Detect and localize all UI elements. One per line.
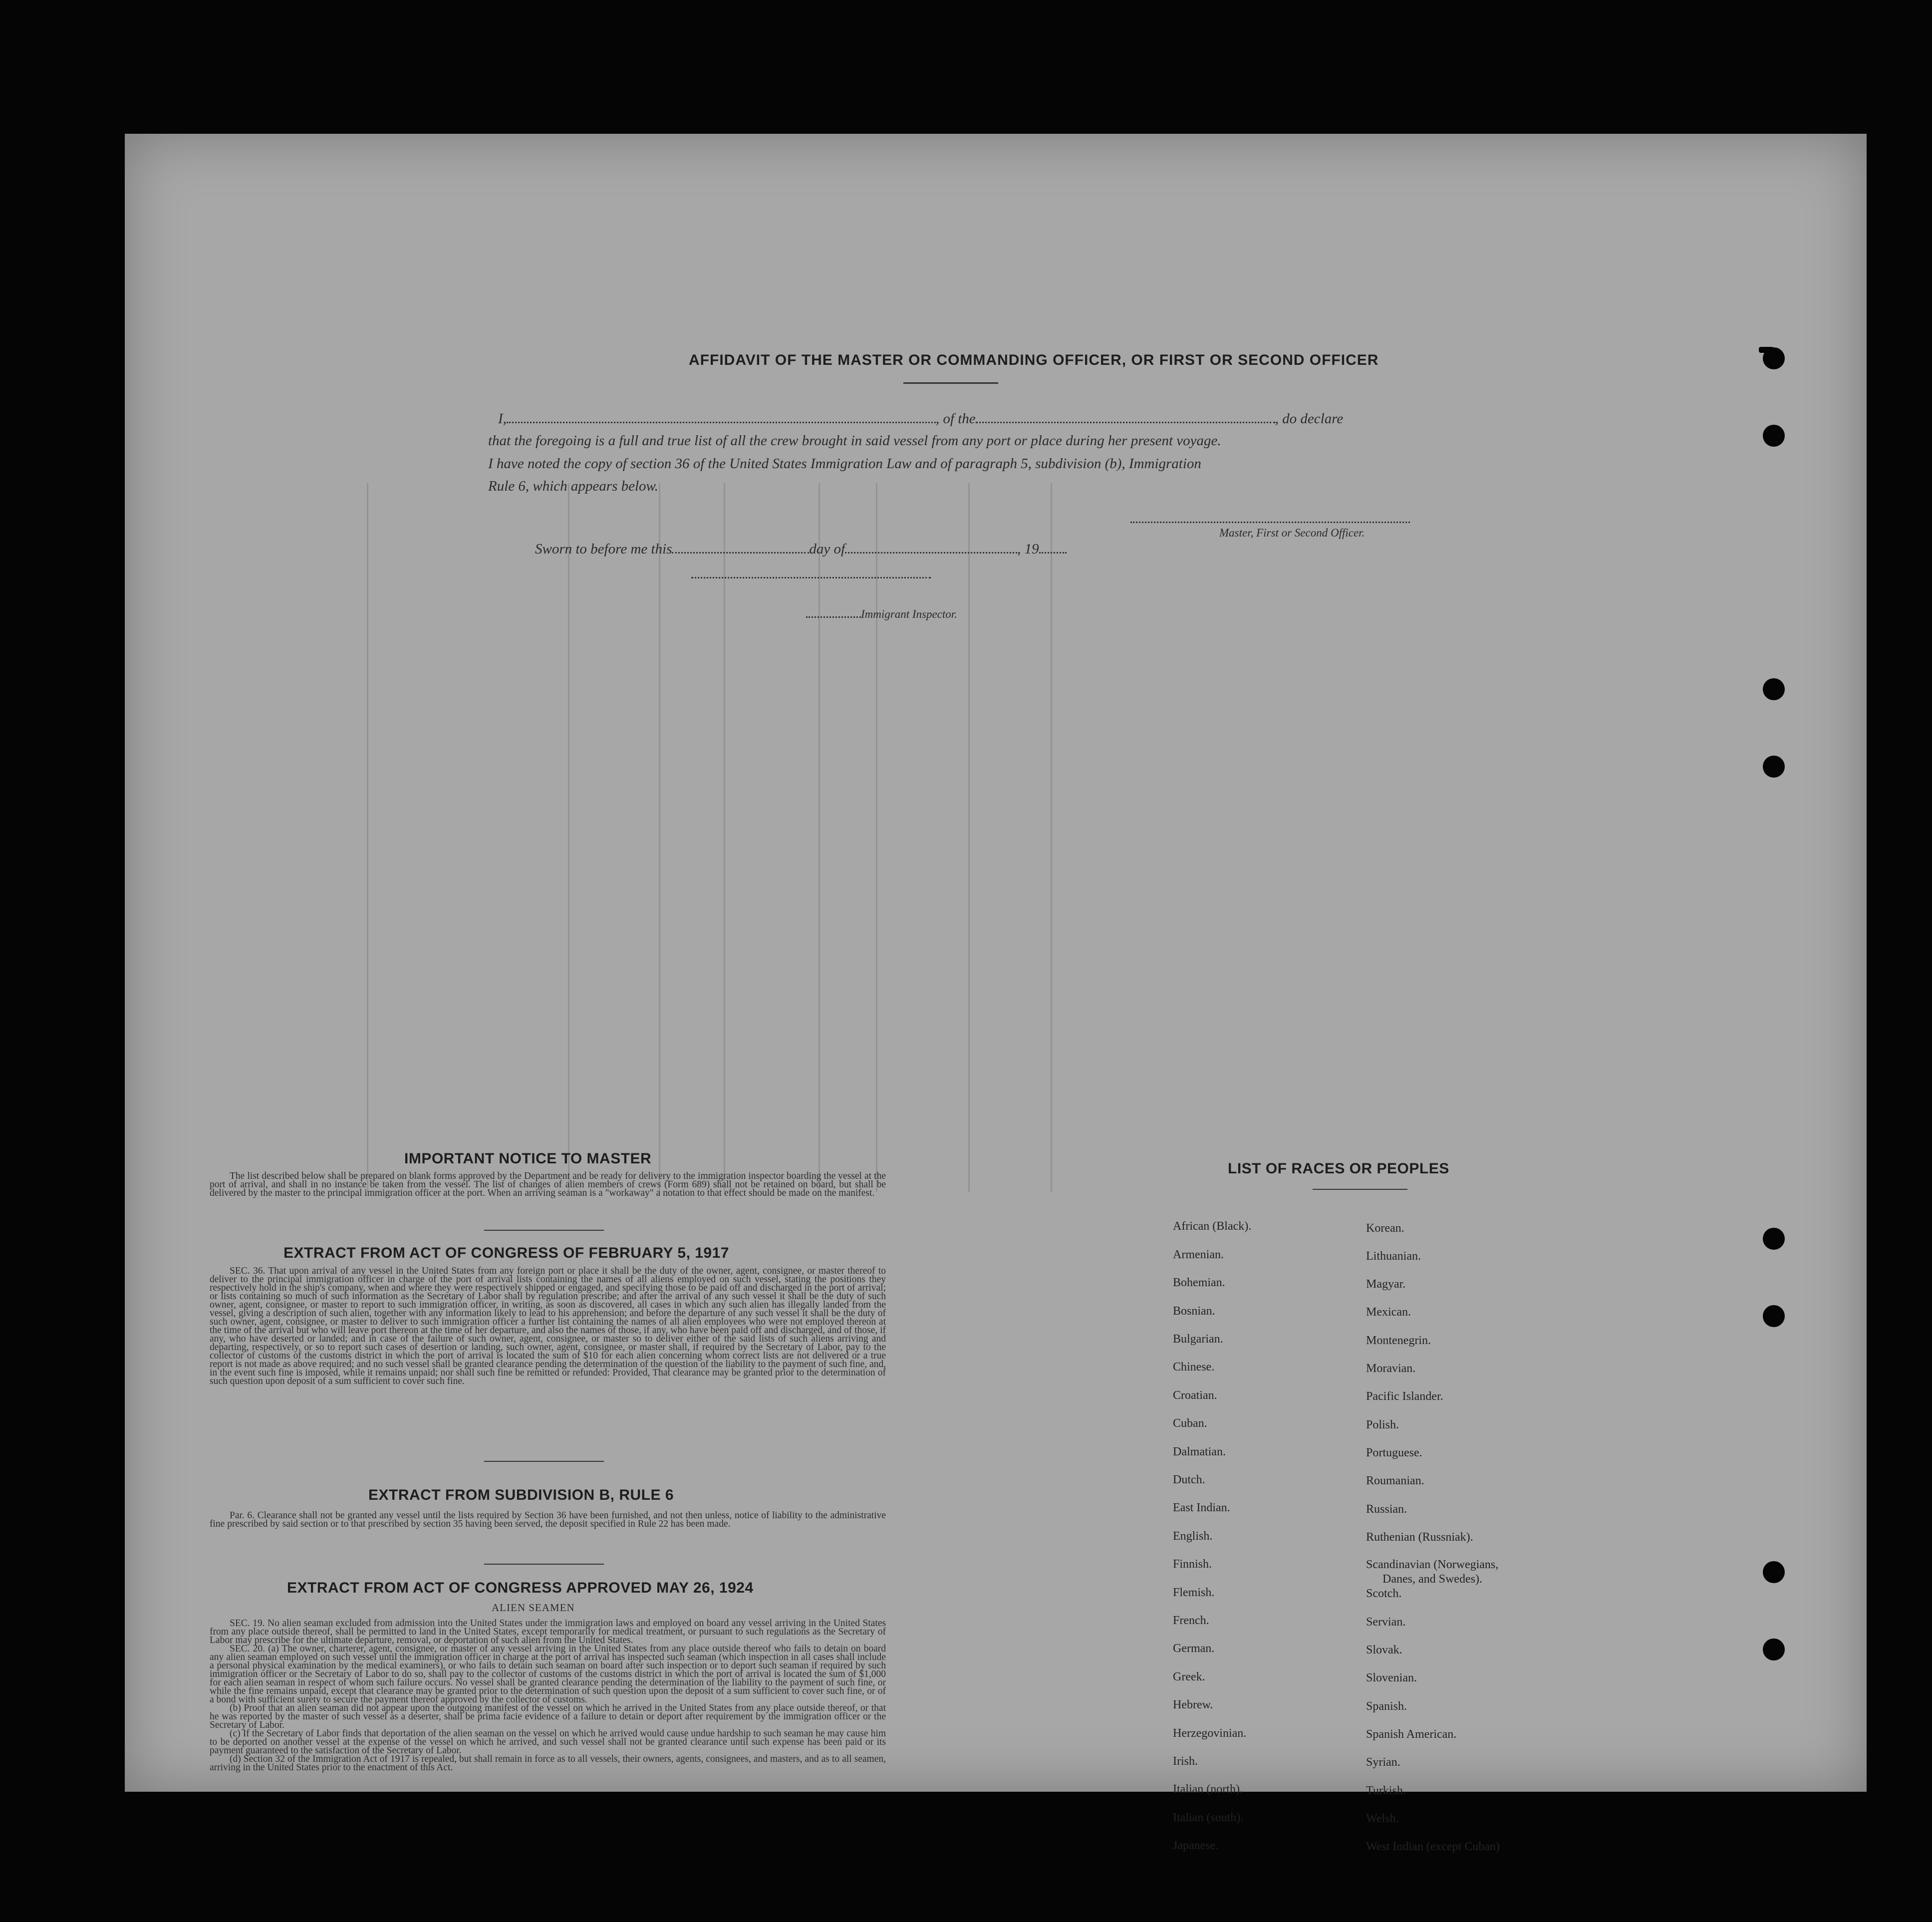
race-left-item: Irish. — [1173, 1755, 1198, 1768]
affidavit-line-2: that the foregoing is a full and true list of all the crew brought in said vessel from any port or place during her present voyage. — [488, 433, 1221, 449]
races-title-underline — [1313, 1189, 1407, 1190]
extract-1917-text — [210, 1267, 886, 1385]
punch-hole — [1763, 425, 1785, 447]
race-right-item: Russian. — [1366, 1503, 1407, 1516]
extract-1924-subtitle: ALIEN SEAMEN — [492, 1602, 575, 1614]
race-right-item: Scandinavian (Norwegians, — [1366, 1558, 1499, 1571]
sworn-month-blank[interactable] — [845, 549, 1017, 553]
extract-rule6-text — [210, 1511, 886, 1528]
race-left-item: Flemish. — [1173, 1586, 1215, 1599]
inspector-label-text: Immigrant Inspector. — [861, 608, 957, 620]
extract-rule6-paragraph: Par. 6. Clearance shall not be granted any vessel until the lists required by Section 36 have been furnished, and not then unless, notice of liability to the administrative fine prescribed by said section or to that prescribed by section 35 having been served, the deposit specified in Rule 22 has been made. — [210, 1510, 886, 1529]
race-left-item: Dutch. — [1173, 1473, 1205, 1486]
race-left-item: Finnish. — [1173, 1558, 1212, 1571]
vessel-blank[interactable] — [976, 419, 1275, 423]
race-right-item: Pacific Islander. — [1366, 1390, 1443, 1403]
race-left-item: Hebrew. — [1173, 1698, 1213, 1711]
master-signature-line[interactable] — [1130, 522, 1410, 523]
sworn-day-blank[interactable] — [672, 549, 809, 553]
race-left-item: Croatian. — [1173, 1389, 1217, 1402]
extract-1924-text — [210, 1619, 886, 1772]
affidavit-of-the: , of the — [935, 411, 976, 427]
race-right-item: Montenegrin. — [1366, 1334, 1431, 1347]
race-left-item: Japanese. — [1173, 1839, 1219, 1852]
extract-1924-title: EXTRACT FROM ACT OF CONGRESS APPROVED MAY 26, 1924 — [287, 1580, 754, 1596]
affidavit-line-1 — [498, 411, 1343, 427]
race-left-item: Italian (north). — [1173, 1783, 1243, 1796]
sec20c-paragraph: (c) If the Secretary of Labor finds that deportation of the alien seaman on the vessel on which he arrived would cause undue hardship to such seaman he may cause him to be deported on another vessel at the expense of the vessel on which he arrived, and such vessel shall not be granted clearance until such expense has been paid or its payment guaranteed to the satisfaction of the Secretary of Labor. — [210, 1728, 886, 1756]
race-right-item: Korean. — [1366, 1222, 1404, 1235]
race-left-item: East Indian. — [1173, 1501, 1230, 1514]
notice-title: IMPORTANT NOTICE TO MASTER — [404, 1150, 652, 1167]
bleed-through-column — [659, 483, 660, 1192]
race-left-item: African (Black). — [1173, 1220, 1252, 1233]
sworn-line — [535, 541, 1067, 557]
race-right-item: Spanish. — [1366, 1700, 1407, 1713]
race-right-item: Turkish. — [1366, 1784, 1406, 1797]
race-left-item: Bulgarian. — [1173, 1333, 1223, 1346]
race-left-item: Cuban. — [1173, 1417, 1207, 1430]
race-left-item: German. — [1173, 1642, 1215, 1655]
divider — [484, 1564, 604, 1565]
race-left-item: Bohemian. — [1173, 1276, 1225, 1289]
race-right-item: Danes, and Swedes). — [1382, 1573, 1482, 1586]
race-right-item: Lithuanian. — [1366, 1250, 1421, 1263]
race-right-item: Servian. — [1366, 1616, 1406, 1629]
extract-1917-paragraph: SEC. 36. That upon arrival of any vessel in the United States from any foreign port or place it shall be the duty of the owner, agent, consignee, or master thereof to deliver to the principal immigration officer in charge of the port of arrival lists containing the names of all aliens employed on such vessel, stating the positions they respectively hold in the ship's company, when and where they were respectively shipped or engaged, and specifying those to be paid off and discharged in the port of arrival; or lists containing so much of such information as the Secretary of Labor shall by regulation prescribe; and after the arrival of any such vessel it shall be the duty of such owner, agent, consignee, or master to report to such immigration officer, in writing, as soon as discovered, all cases in which any such alien has illegally landed from the vessel, giving a description of such alien, together with any information likely to lead to his apprehension; and before the departure of any such vessel it shall be the duty of such owner, agent, consignee, or master to deliver to such immigration officer a further list containing the names of all alien employees who were not employed thereon at the time of the arrival but who will leave port thereon at the time of her departure, and also the names of those, if any, who have been paid off and discharged, and of those, if any, who have deserted or landed; and in case of the failure of such owner, agent, consignee, or master so to deliver either of the said lists of such aliens arriving and departing, respectively, or so to report such cases of desertion or landing, such owner, agent, consignee, or master shall, if required by the Secretary of Labor, pay to the collector of customs of the customs district in which the port of arrival is located the sum of $10 for each alien concerning whom correct lists are not delivered or a true report is not made as above required; and no such vessel shall be granted clearance pending the determination of the question of the liability to the payment of such fine, and, in the event such fine is imposed, while it remains unpaid; nor shall such fine be remitted or refunded: Provided, That clearance may be granted prior to the determination of such question upon deposit of a sum sufficient to cover such fine. — [210, 1266, 886, 1386]
race-right-item: Moravian. — [1366, 1362, 1416, 1375]
form-page — [125, 134, 1867, 1853]
sworn-prefix: Sworn to before me this — [535, 541, 672, 557]
master-signature-label: Master, First or Second Officer. — [1219, 527, 1365, 539]
punch-hole — [1763, 1305, 1785, 1327]
sec19-paragraph: SEC. 19. No alien seaman excluded from admission into the United States under the immigration laws and employed on board any vessel arriving in the United States from any place outside thereof, shall be permitted to land in the United States, except temporarily for medical treatment, or pursuant to such regulations as the Secretary of Labor may prescribe for the ultimate departure, removal, or deportation of such alien from the United States. — [210, 1618, 886, 1646]
divider — [484, 1461, 604, 1462]
race-left-item: Armenian. — [1173, 1248, 1224, 1261]
race-right-item: Welsh. — [1366, 1812, 1399, 1825]
extract-rule6-title: EXTRACT FROM SUBDIVISION B, RULE 6 — [368, 1487, 674, 1503]
title-underline — [903, 382, 998, 384]
race-left-item: Greek. — [1173, 1670, 1205, 1683]
bleed-through-column — [724, 483, 725, 1192]
sworn-year: , 19 — [1017, 541, 1039, 557]
affidavit-title: AFFIDAVIT OF THE MASTER OR COMMANDING OFFICER, OR FIRST OR SECOND OFFICER — [689, 352, 1379, 368]
race-right-item: Syrian. — [1366, 1756, 1400, 1769]
sworn-day-of: day of — [809, 541, 845, 557]
punch-hole — [1763, 347, 1785, 369]
race-left-item: Herzegovinian. — [1173, 1727, 1247, 1740]
bleed-through-column — [367, 483, 368, 1192]
affidavit-line-3: I have noted the copy of section 36 of the United States Immigration Law and of paragraph 5, subdivision (b), Immigration — [488, 456, 1201, 472]
race-left-item: Dalmatian. — [1173, 1445, 1226, 1458]
notice-text — [210, 1172, 886, 1197]
punch-hole — [1763, 756, 1785, 778]
race-right-item: Spanish American. — [1366, 1728, 1457, 1741]
affidavit-i: I, — [498, 411, 507, 427]
race-right-item: Slovenian. — [1366, 1671, 1417, 1684]
race-left-item: Chinese. — [1173, 1361, 1215, 1373]
sec20d-paragraph: (d) Section 32 of the Immigration Act of 1917 is repealed, but shall remain in force as to all vessels, their owners, agents, consignees, and masters, and as to all seamen, arriving in the United States prior to the enactment of this Act. — [210, 1754, 886, 1773]
sworn-year-blank[interactable] — [1039, 549, 1067, 553]
bleed-through-column — [568, 483, 569, 1192]
bleed-through-column — [819, 483, 820, 1192]
sec20b-paragraph: (b) Proof that an alien seaman did not appear upon the outgoing manifest of the vessel on which he arrived in the United States from any place outside thereof, or that he was reported by the master of such vessel as a deserter, shall be prima facie evidence of a failure to detain or deport after requirement by the immigration officer or the Secretary of Labor. — [210, 1703, 886, 1730]
notice-paragraph: The list described below shall be prepared on blank forms approved by the Department and be ready for delivery to the immigration inspector boarding the vessel at the port of arrival, and shall in no instance be taken from the vessel. The list of changes of alien members of crews (Form 689) shall not be retained on board, but shall be delivered by the master to the principal immigration officer at the port. When an arriving seaman is a "workaway" a notation to that effect should be made on the manifest. — [210, 1171, 886, 1198]
race-left-item: Italian (south). — [1173, 1811, 1244, 1824]
race-right-item: Mexican. — [1366, 1306, 1411, 1319]
bleed-through-column — [968, 483, 970, 1192]
inspector-dots — [806, 613, 861, 618]
sec20a-paragraph: SEC. 20. (a) The owner, charterer, agent, consignee, or master of any vessel arriving in the United States from any place outside thereof who fails to detain on board any alien seaman employed on such vessel until the immigration officer in charge at the port of arrival has inspected such seaman (which inspection in all cases shall include a personal physical examination by the medical examiners), or who fails to detain such seaman on board after such inspection or to deport such seaman if required by such immigration officer or the Secretary of Labor to do so, shall pay to the collector of customs of the customs district in which the port of arrival is located the sum of $1,000 for each alien seaman in respect of whom such failure occurs. No vessel shall be granted clearance pending the determination of the liability to the payment of such fine, or while the fine remains unpaid, except that clearance may be granted prior to the determination of such question upon the deposit of a sum sufficient to cover such fine, or of a bond with sufficient surety to secure the payment thereof approved by the collector of customs. — [210, 1644, 886, 1705]
race-left-item: Bosnian. — [1173, 1305, 1215, 1318]
races-title: LIST OF RACES OR PEOPLES — [1228, 1160, 1449, 1177]
race-left-item: French. — [1173, 1614, 1209, 1627]
extract-1917-title: EXTRACT FROM ACT OF CONGRESS OF FEBRUARY 5, 1917 — [283, 1245, 729, 1261]
punch-hole — [1763, 678, 1785, 700]
inspector-signature-line[interactable] — [691, 577, 931, 578]
race-left-item: English. — [1173, 1530, 1213, 1543]
affidavit-line-4: Rule 6, which appears below. — [488, 478, 658, 494]
bleed-through-column — [1051, 483, 1052, 1192]
punch-hole — [1763, 1639, 1785, 1660]
race-right-item: Scotch. — [1366, 1587, 1402, 1600]
race-right-item: Roumanian. — [1366, 1474, 1424, 1487]
inspector-label — [806, 608, 957, 621]
punch-hole — [1763, 1561, 1785, 1583]
race-right-item: Portuguese. — [1366, 1446, 1422, 1459]
race-right-item: West Indian (except Cuban) — [1366, 1840, 1500, 1853]
race-right-item: Ruthenian (Russniak). — [1366, 1531, 1473, 1544]
name-blank[interactable] — [507, 419, 936, 423]
race-right-item: Polish. — [1366, 1418, 1399, 1431]
bleed-through-column — [876, 483, 877, 1192]
affidavit-declare: , do declare — [1275, 411, 1344, 427]
punch-hole — [1763, 1228, 1785, 1250]
race-right-item: Magyar. — [1366, 1278, 1406, 1291]
race-right-item: Slovak. — [1366, 1644, 1402, 1656]
divider — [484, 1230, 604, 1231]
